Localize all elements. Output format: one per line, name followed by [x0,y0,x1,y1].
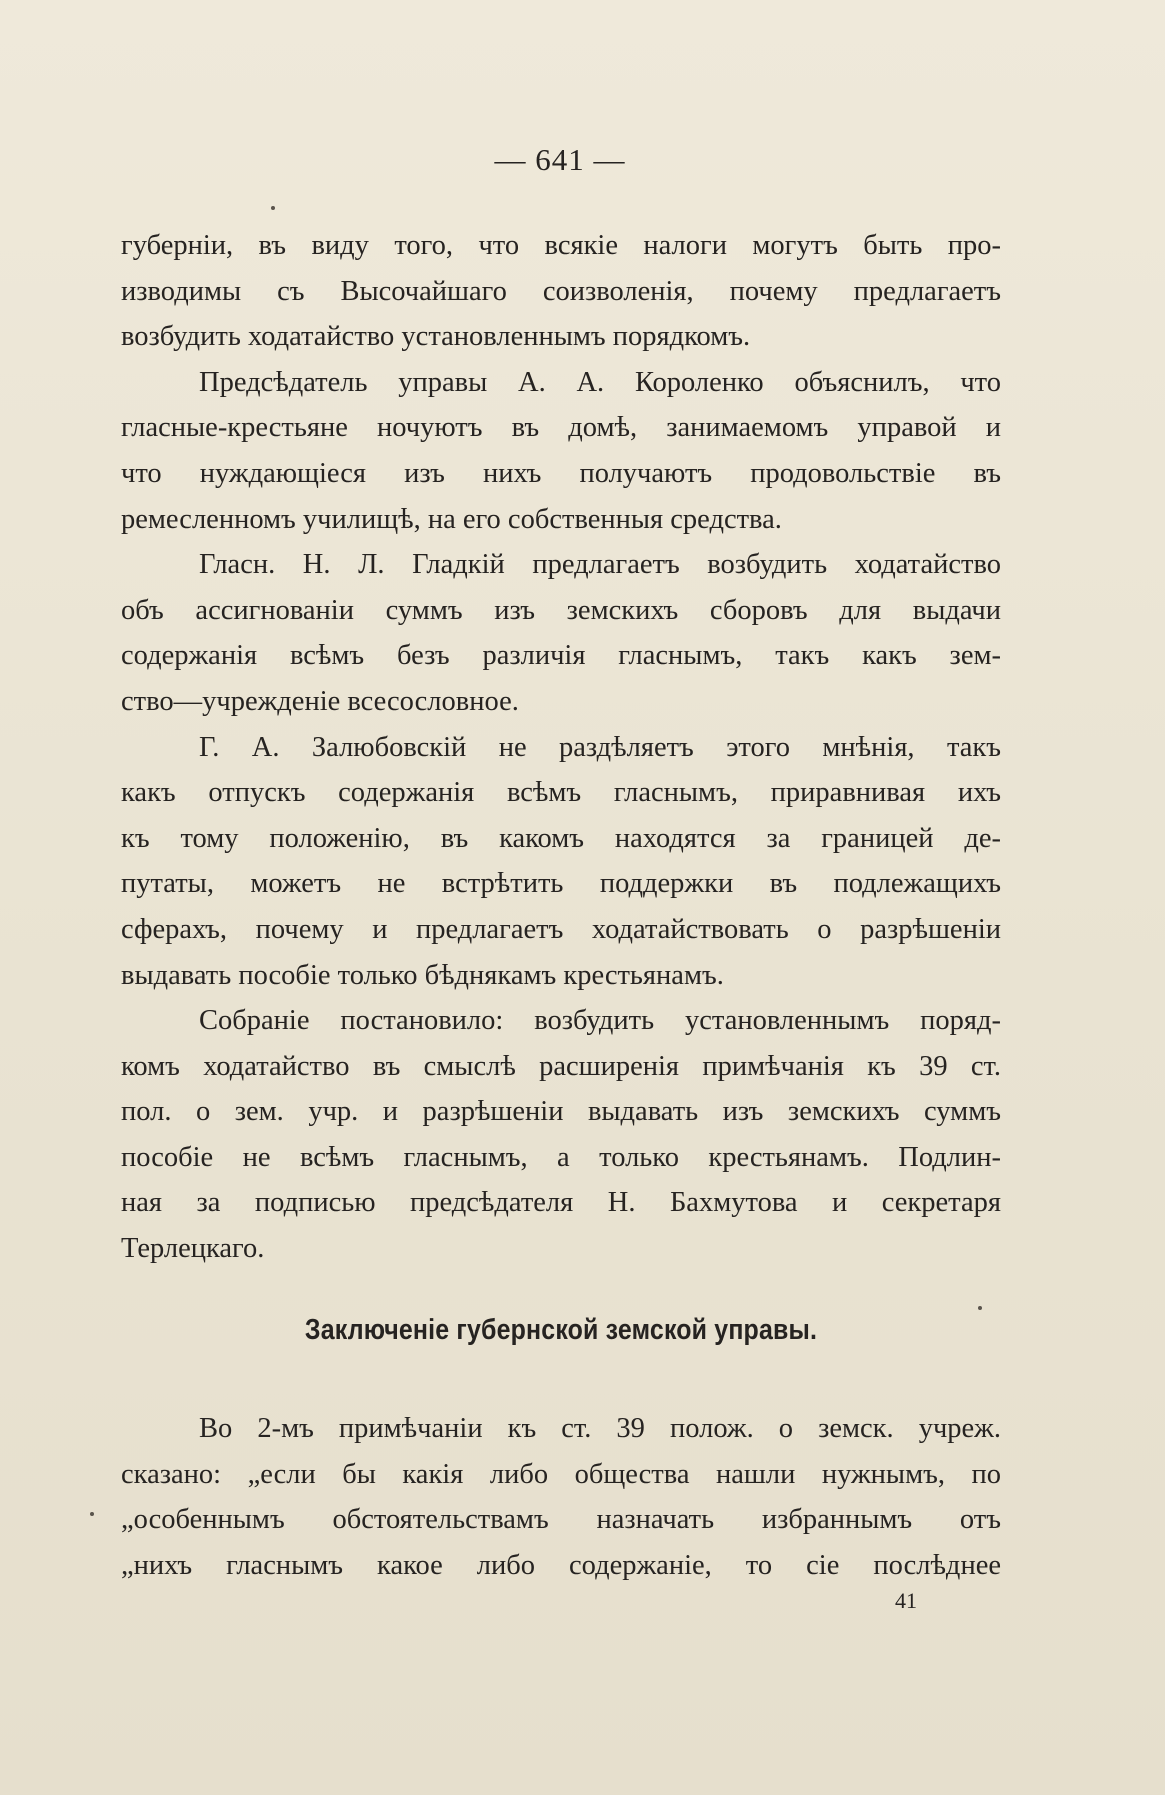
body-text [121,223,1001,1272]
body-text-line: Гласн. Н. Л. Гладкій предлагаетъ возбудить ходатайство [199,549,1001,581]
ink-speck [271,206,275,210]
body-text-line: пособіе не всѣмъ гласнымъ, а только крестьянамъ. Подлин- [121,1141,1001,1173]
body-text-line: Терлецкаго. [121,1233,265,1265]
body-text-line: какъ отпускъ содержанія всѣмъ гласнымъ, приравнивая ихъ [121,777,1001,809]
printer-signature-mark: 41 [895,1588,917,1613]
section-text [121,1406,1001,1588]
body-text-line: гласные-крестьяне ночуютъ въ домѣ, занимаемомъ управой и [121,412,1001,444]
body-text-line: губерніи, въ виду того, что всякіе налоги могутъ быть про- [121,230,1001,261]
body-text-line: ная за подписью предсѣдателя Н. Бахмутова и секретаря [121,1187,1001,1219]
body-text-line: изводимы съ Высочайшаго соизволенія, почему предлагаетъ [121,275,1001,307]
body-text-line: ремесленномъ училищѣ, на его собственныя средства. [121,503,782,535]
body-text-line: къ тому положенію, въ какомъ находятся за границей де- [121,822,1001,854]
body-text-line: ство—учрежденіе всесословное. [121,685,519,717]
section-heading: Заключеніе губернской земской управы. [304,1314,818,1346]
section-text-line: сказано: „если бы какія либо общества нашли нужнымъ, по [121,1458,1001,1490]
ink-speck [90,1512,94,1516]
body-text-line: сферахъ, почему и предлагаетъ ходатайствовать о разрѣшеніи [121,913,1001,945]
body-text-line: Собраніе постановило: возбудить установленнымъ поряд- [199,1005,1001,1037]
body-text-line: объ ассигнованіи суммъ изъ земскихъ сборовъ для выдачи [121,594,1001,626]
body-text-line: Предсѣдатель управы А. А. Короленко объяснилъ, что [199,366,1001,398]
body-text-line: путаты, можетъ не встрѣтить поддержки въ подлежащихъ [121,868,1001,900]
section-text-line: Во 2-мъ примѣчаніи къ ст. 39 полож. о земск. учреж. [199,1413,1001,1444]
body-text-line: пол. о зем. учр. и разрѣшеніи выдавать изъ земскихъ суммъ [121,1096,1001,1128]
body-text-line: возбудить ходатайство установленнымъ порядкомъ. [121,321,751,353]
section-text-line: „нихъ гласнымъ какое либо содержаніе, то сіе послѣднее [121,1549,1001,1581]
page-number: — 641 — [494,142,626,177]
ink-speck [978,1306,982,1310]
body-text-line: Г. А. Залюбовскій не раздѣляетъ этого мнѣнія, такъ [199,731,1001,763]
body-text-line: комъ ходатайство въ смыслѣ расширенія примѣчанія къ 39 ст. [121,1050,1001,1082]
body-text-line: выдавать пособіе только бѣднякамъ крестьянамъ. [121,959,724,991]
section-text-line: „особеннымъ обстоятельствамъ назначать избраннымъ отъ [121,1504,1001,1536]
body-text-line: содержанія всѣмъ безъ различія гласнымъ, такъ какъ зем- [121,640,1001,672]
body-text-line: что нуждающіеся изъ нихъ получаютъ продовольствіе въ [121,457,1001,489]
